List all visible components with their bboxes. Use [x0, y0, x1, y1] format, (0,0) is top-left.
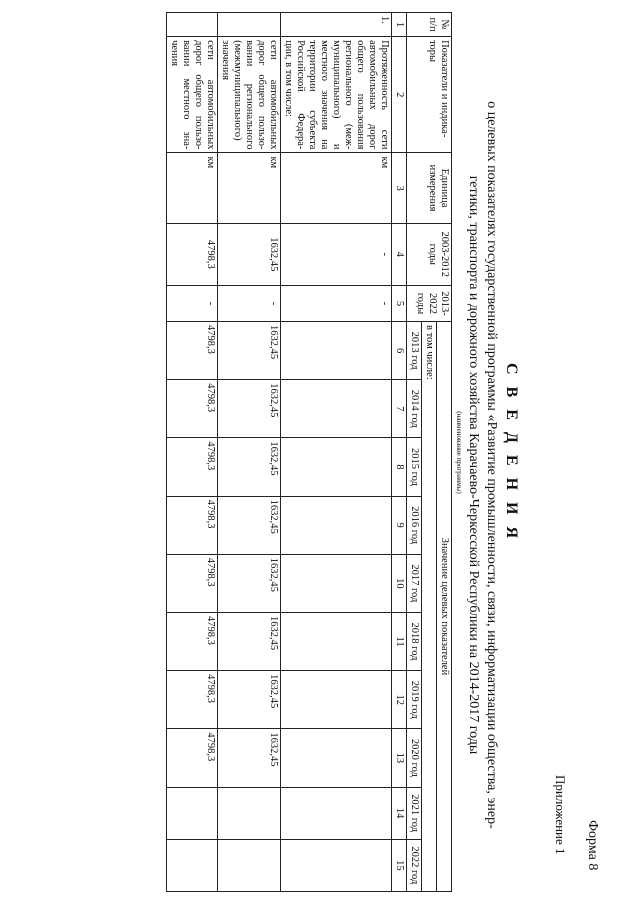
row-value: 4798,3: [167, 729, 218, 787]
row-num: 1.: [281, 13, 392, 37]
table-row: [167, 13, 218, 892]
row-value: [218, 787, 281, 839]
row-period-2: -: [218, 285, 281, 321]
head-year: 2020 год: [407, 729, 422, 787]
row-value: [218, 839, 281, 891]
row-value: [281, 839, 392, 891]
row-value: 1632,45: [218, 380, 281, 438]
row-value: 4798,3: [167, 671, 218, 729]
row-value: [281, 671, 392, 729]
row-value: [281, 496, 392, 554]
row-num: [218, 13, 281, 37]
indicators-table: [166, 12, 452, 892]
head-year: 2021 год: [407, 787, 422, 839]
row-value: [281, 612, 392, 670]
col-num: 2: [392, 37, 407, 153]
col-num: 5: [392, 285, 407, 321]
row-value: 1632,45: [218, 729, 281, 787]
head-year: 2015 год: [407, 438, 422, 496]
table-row: [218, 13, 281, 892]
row-value: [281, 438, 392, 496]
row-value: 1632,45: [218, 671, 281, 729]
col-num: 4: [392, 223, 407, 285]
row-value: [281, 380, 392, 438]
col-num: 11: [392, 612, 407, 670]
col-num: 14: [392, 787, 407, 839]
row-value: [281, 787, 392, 839]
appendix-label: Приложение 1: [553, 775, 568, 855]
head-year: 2017 год: [407, 554, 422, 612]
head-year: 2019 год: [407, 671, 422, 729]
row-period-1: -: [281, 223, 392, 285]
head-year: 2014 год: [407, 380, 422, 438]
subtitle-line-2: гетики, транспорта и дорожного хозяйства Карачаево-Черкесской Республики на 2014-2017 годы: [466, 175, 481, 755]
row-num: [167, 13, 218, 37]
head-target-values: Значение целевых показателей: [437, 322, 452, 892]
col-num: 7: [392, 380, 407, 438]
head-indicator: Показатели и индика-торы: [407, 37, 452, 153]
row-period-2: -: [167, 285, 218, 321]
row-value: [167, 839, 218, 891]
head-year: 2022 год: [407, 839, 422, 891]
row-value: 1632,45: [218, 438, 281, 496]
row-period-1: 1632,45: [218, 223, 281, 285]
row-unit: км: [167, 153, 218, 223]
col-num: 9: [392, 496, 407, 554]
row-value: 4798,3: [167, 612, 218, 670]
column-numbers-row: [392, 13, 407, 892]
row-value: [167, 787, 218, 839]
subtitle-note: (наименование программы): [455, 411, 463, 494]
row-value: 4798,3: [167, 380, 218, 438]
row-value: 1632,45: [218, 612, 281, 670]
head-unit: Единица измерения: [407, 153, 452, 223]
row-value: 4798,3: [167, 496, 218, 554]
col-num: 15: [392, 839, 407, 891]
head-num: № п/п: [407, 13, 452, 37]
col-num: 6: [392, 322, 407, 380]
row-indicator: сети автомобильных дорог общего пользо-вании регионального (межмуниципального) значения: [218, 37, 281, 153]
subtitle-line-1: о целевых показателях государственной программы «Развитие промышленности, связи, информатизации общества, энер-: [484, 101, 499, 829]
head-period-2: 2013-2022 годы: [407, 285, 452, 321]
row-value: 4798,3: [167, 554, 218, 612]
row-period-2: -: [281, 285, 392, 321]
col-num: 1: [392, 13, 407, 37]
col-num: 10: [392, 554, 407, 612]
row-unit: км: [281, 153, 392, 223]
row-value: [281, 322, 392, 380]
head-year: 2016 год: [407, 496, 422, 554]
head-year: 2013 год: [407, 322, 422, 380]
col-num: 13: [392, 729, 407, 787]
row-unit: км: [218, 153, 281, 223]
row-value: 4798,3: [167, 438, 218, 496]
col-num: 3: [392, 153, 407, 223]
row-value: 4798,3: [167, 322, 218, 380]
row-value: [281, 554, 392, 612]
header-row-1: [437, 13, 452, 892]
head-period-1: 2003-2012 годы: [407, 223, 452, 285]
form-label: Форма 8: [585, 820, 600, 871]
row-value: 1632,45: [218, 322, 281, 380]
row-value: 1632,45: [218, 496, 281, 554]
col-num: 8: [392, 438, 407, 496]
table-row: [281, 13, 392, 892]
col-num: 12: [392, 671, 407, 729]
document-title: С В Е Д Е Н И Я: [503, 362, 520, 543]
head-including: в том числе:: [422, 322, 437, 892]
head-year: 2018 год: [407, 612, 422, 670]
row-indicator: сети автомобильных дорог общего пользо-вании местного зна-чения: [167, 37, 218, 153]
row-indicator: Протяженность сети автомобильных дорог общего пользования регионального (меж-муниципального) и местного значения на территории субъекта Российской Федера-ции, в том числе:: [281, 37, 392, 153]
row-value: [281, 729, 392, 787]
row-period-1: 4798,3: [167, 223, 218, 285]
row-value: 1632,45: [218, 554, 281, 612]
